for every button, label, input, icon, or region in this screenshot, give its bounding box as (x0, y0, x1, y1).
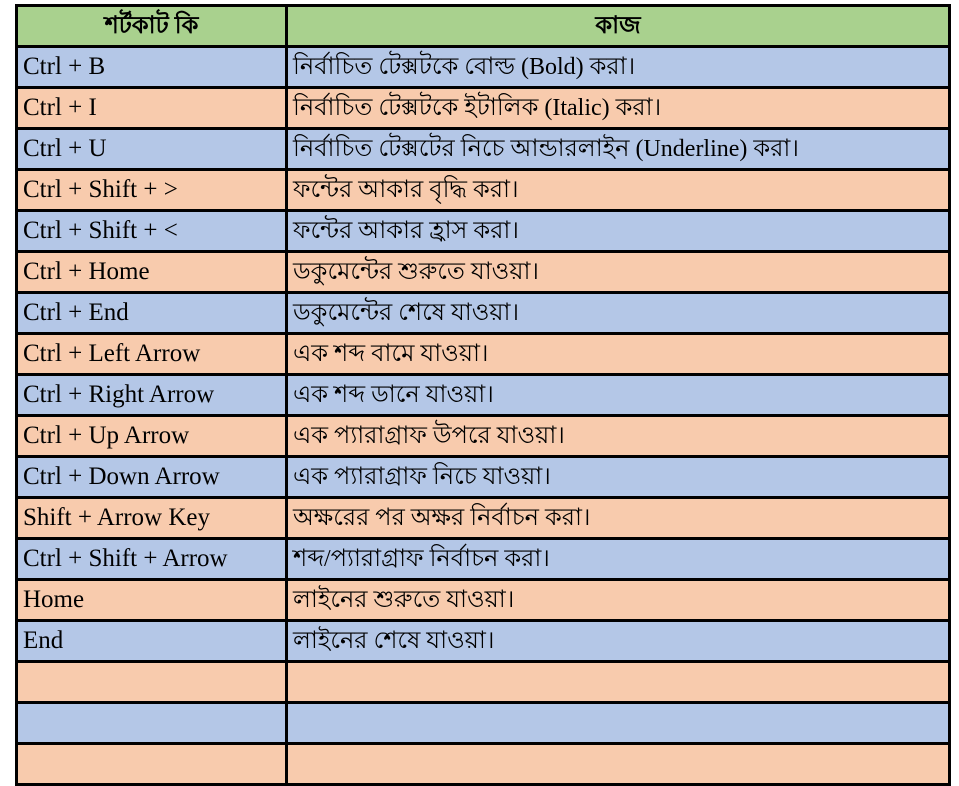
header-row (17, 6, 950, 47)
table-row (17, 129, 950, 170)
shortcut-key-cell (17, 662, 287, 703)
shortcut-key-cell: Ctrl + Up Arrow (17, 416, 287, 457)
shortcut-key-cell (17, 744, 287, 785)
shortcut-key-cell: Ctrl + Shift + > (17, 170, 287, 211)
shortcut-key-cell: Ctrl + End (17, 293, 287, 334)
task-cell: নির্বাচিত টেক্সটের নিচে আন্ডারলাইন (Underline) করা। (287, 129, 950, 170)
table-row (17, 539, 950, 580)
shortcut-key-cell: Home (17, 580, 287, 621)
table-row-empty (17, 662, 950, 703)
task-cell: এক শব্দ বামে যাওয়া। (287, 334, 950, 375)
table-row (17, 211, 950, 252)
task-cell (287, 703, 950, 744)
table-row (17, 334, 950, 375)
table-row-empty (17, 703, 950, 744)
table-row (17, 293, 950, 334)
table-row (17, 498, 950, 539)
task-cell: এক প্যারাগ্রাফ উপরে যাওয়া। (287, 416, 950, 457)
header-task: কাজ (287, 6, 950, 47)
shortcut-key-cell (17, 703, 287, 744)
shortcut-key-cell: Ctrl + Down Arrow (17, 457, 287, 498)
task-cell: ডকুমেন্টের শেষে যাওয়া। (287, 293, 950, 334)
task-cell: নির্বাচিত টেক্সটকে বোল্ড (Bold) করা। (287, 47, 950, 88)
task-cell: ফন্টের আকার হ্রাস করা। (287, 211, 950, 252)
task-cell: অক্ষরের পর অক্ষর নির্বাচন করা। (287, 498, 950, 539)
task-cell: এক প্যারাগ্রাফ নিচে যাওয়া। (287, 457, 950, 498)
shortcut-key-cell: Ctrl + Shift + Arrow (17, 539, 287, 580)
task-cell: নির্বাচিত টেক্সটকে ইটালিক (Italic) করা। (287, 88, 950, 129)
table-row (17, 580, 950, 621)
task-cell (287, 662, 950, 703)
table-row (17, 88, 950, 129)
shortcut-key-cell: Ctrl + I (17, 88, 287, 129)
table-row (17, 416, 950, 457)
task-cell: ফন্টের আকার বৃদ্ধি করা। (287, 170, 950, 211)
shortcut-key-cell: Shift + Arrow Key (17, 498, 287, 539)
table-row (17, 252, 950, 293)
task-cell: ডকুমেন্টের শুরুতে যাওয়া। (287, 252, 950, 293)
table-row (17, 47, 950, 88)
shortcut-key-cell: Ctrl + U (17, 129, 287, 170)
table-row-empty (17, 744, 950, 785)
task-cell (287, 744, 950, 785)
shortcut-key-cell: Ctrl + Left Arrow (17, 334, 287, 375)
header-shortcut-key: শর্টকাট কি (17, 6, 287, 47)
task-cell: লাইনের শেষে যাওয়া। (287, 621, 950, 662)
shortcut-key-cell: End (17, 621, 287, 662)
shortcut-key-cell: Ctrl + B (17, 47, 287, 88)
shortcut-table (15, 4, 951, 786)
shortcut-key-cell: Ctrl + Shift + < (17, 211, 287, 252)
shortcut-key-cell: Ctrl + Right Arrow (17, 375, 287, 416)
table-row (17, 621, 950, 662)
table-row (17, 170, 950, 211)
task-cell: লাইনের শুরুতে যাওয়া। (287, 580, 950, 621)
shortcut-key-cell: Ctrl + Home (17, 252, 287, 293)
table-row (17, 457, 950, 498)
task-cell: এক শব্দ ডানে যাওয়া। (287, 375, 950, 416)
task-cell: শব্দ/প্যারাগ্রাফ নির্বাচন করা। (287, 539, 950, 580)
table-row (17, 375, 950, 416)
